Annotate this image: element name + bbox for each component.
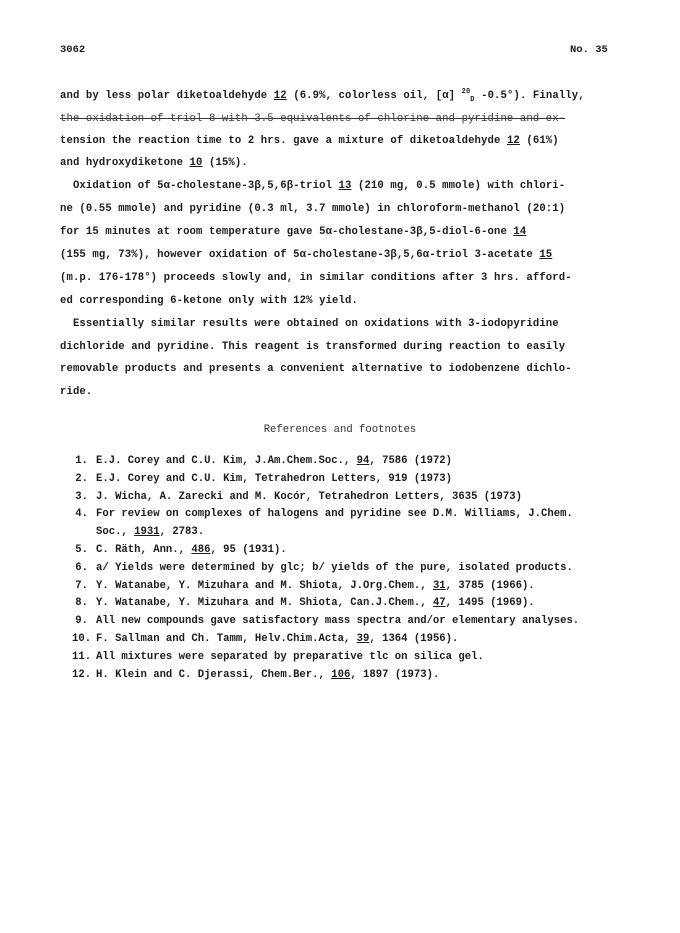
reference-number: 6.	[75, 561, 88, 574]
p1-line-1: and by less polar diketoaldehyde 12 (6.9%, colorless oil, [α] $^{20}_D$ -0.5°). Finally,	[60, 88, 585, 104]
reference-item	[72, 473, 652, 491]
reference-text: H. Klein and C. Djerassi, Chem.Ber., 106, 1897 (1973).	[96, 668, 440, 681]
p1-line-2: the oxidation of triol 8 with 3.5 equivalents of chlorine and pyridine and ex-	[60, 113, 566, 125]
references-list	[72, 455, 652, 686]
reference-number: 8.	[75, 597, 88, 610]
reference-text: For review on complexes of halogens and pyridine see D.M. Williams, J.Chem.	[96, 508, 573, 521]
p2-line-2: ne (0.55 mmole) and pyridine (0.3 ml, 3.7 mmole) in chloroform-methanol (20:1)	[60, 203, 566, 215]
page-number: 3062	[60, 44, 86, 56]
reference-number: 12.	[72, 668, 92, 681]
p2-line-1: Oxidation of 5α-cholestane-3β,5,6β-triol 13 (210 mg, 0.5 mmole) with chlori-	[60, 180, 566, 192]
reference-item	[72, 597, 652, 615]
reference-text: Soc., 1931, 2783.	[96, 526, 205, 539]
reference-item	[72, 508, 652, 526]
reference-item	[72, 544, 652, 562]
reference-item	[72, 669, 652, 687]
reference-item	[72, 580, 652, 598]
p2-line-4: (155 mg, 73%), however oxidation of 5α-cholestane-3β,5,6α-triol 3-acetate 15	[60, 249, 553, 261]
reference-item	[72, 455, 652, 473]
reference-text: Y. Watanabe, Y. Mizuhara and M. Shiota, Can.J.Chem., 47, 1495 (1969).	[96, 597, 535, 610]
reference-number: 4.	[75, 508, 88, 521]
p2-line-6: ed corresponding 6-ketone only with 12% yield.	[60, 295, 358, 307]
reference-text: All new compounds gave satisfactory mass spectra and/or elementary analyses.	[96, 615, 580, 628]
p3-line-3: removable products and presents a convenient alternative to iodobenzene dichlo-	[60, 363, 572, 375]
reference-text: Y. Watanabe, Y. Mizuhara and M. Shiota, J.Org.Chem., 31, 3785 (1966).	[96, 579, 535, 592]
reference-text: a/ Yields were determined by glc; b/ yields of the pure, isolated products.	[96, 561, 573, 574]
reference-item	[72, 651, 652, 669]
reference-number: 2.	[75, 472, 88, 485]
p3-line-2: dichloride and pyridine. This reagent is transformed during reaction to easily	[60, 341, 566, 353]
reference-number: 11.	[72, 650, 92, 663]
reference-item	[72, 562, 652, 580]
p2-line-5: (m.p. 176-178°) proceeds slowly and, in similar conditions after 3 hrs. afford-	[60, 272, 572, 284]
reference-item	[72, 491, 652, 509]
reference-item	[72, 633, 652, 651]
p1-line-3: tension the reaction time to 2 hrs. gave a mixture of diketoaldehyde 12 (61%)	[60, 135, 559, 147]
reference-text: J. Wicha, A. Zarecki and M. Kocór, Tetrahedron Letters, 3635 (1973)	[96, 490, 522, 503]
reference-number: 3.	[75, 490, 88, 503]
reference-text: E.J. Corey and C.U. Kim, J.Am.Chem.Soc., 94, 7586 (1972)	[96, 455, 453, 467]
reference-text: All mixtures were separated by preparative tlc on silica gel.	[96, 650, 484, 663]
p3-line-4: ride.	[60, 386, 93, 398]
reference-item	[72, 526, 652, 544]
reference-text: E.J. Corey and C.U. Kim, Tetrahedron Letters, 919 (1973)	[96, 472, 453, 485]
reference-item	[72, 615, 652, 633]
reference-number: 5.	[75, 543, 88, 556]
reference-text: C. Räth, Ann., 486, 95 (1931).	[96, 543, 287, 556]
reference-number: 7.	[75, 579, 88, 592]
reference-number: 10.	[72, 632, 92, 645]
p3-line-1: Essentially similar results were obtained on oxidations with 3-iodopyridine	[60, 318, 559, 330]
p2-line-3: for 15 minutes at room temperature gave 5α-cholestane-3β,5-diol-6-one 14	[60, 226, 527, 238]
reference-number: 9.	[75, 615, 88, 628]
p1-line-4: and hydroxydiketone 10 (15%).	[60, 157, 248, 169]
issue-number: No. 35	[570, 44, 608, 56]
references-heading: References and footnotes	[263, 424, 417, 436]
reference-text: F. Sallman and Ch. Tamm, Helv.Chim.Acta, 39, 1364 (1956).	[96, 632, 459, 645]
reference-number: 1.	[75, 455, 88, 467]
